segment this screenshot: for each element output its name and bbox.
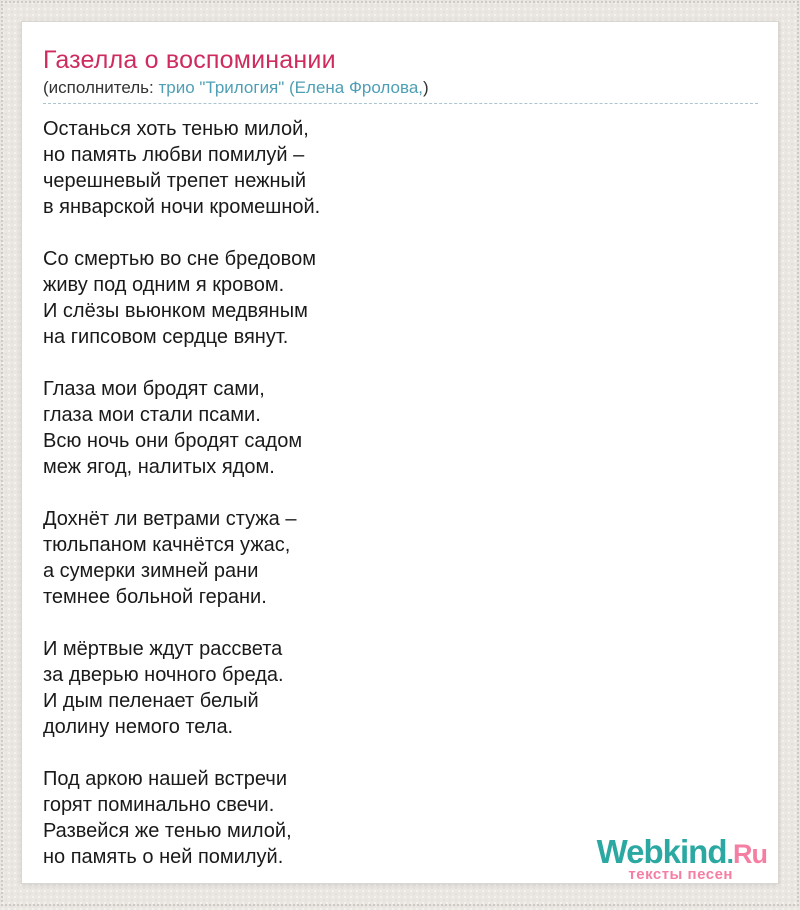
stanza: [43, 376, 758, 480]
stanza: [43, 636, 758, 740]
lyric-line: живу под одним я кровом.: [43, 274, 285, 296]
lyric-line: глаза мои стали псами.: [43, 404, 261, 426]
performer-line: [43, 78, 758, 104]
lyric-line: И слёзы вьюнком медвяным: [43, 300, 308, 322]
logo-wordmark: [596, 833, 767, 870]
stanza: [43, 246, 758, 350]
lyric-line: Дохнёт ли ветрами стужа –: [43, 508, 297, 530]
lyric-line: Развейся же тенью милой,: [43, 820, 292, 842]
lyric-line: Останься хоть тенью милой,: [43, 118, 309, 140]
page-title: Газелла о воспоминании: [43, 46, 336, 74]
lyric-line: черешневый трепет нежный: [43, 170, 307, 192]
lyric-line: темнее больной герани.: [43, 586, 267, 608]
stanza: [43, 506, 758, 610]
lyric-line: И мёртвые ждут рассвета: [43, 638, 283, 660]
lyric-line: И дым пеленает белый: [43, 690, 259, 712]
artist-link[interactable]: трио "Трилогия" (Елена Фролова,: [158, 78, 424, 97]
lyrics-text: [43, 116, 758, 870]
lyric-line: Со смертью во сне бредовом: [43, 248, 316, 270]
lyric-line: тюльпаном качнётся ужас,: [43, 534, 291, 556]
lyric-line: на гипсовом сердце вянут.: [43, 326, 289, 348]
lyric-line: горят поминально свечи.: [43, 794, 275, 816]
performer-label: (исполнитель:: [43, 78, 159, 97]
logo-tagline: тексты песен: [628, 866, 733, 883]
stanza: [43, 116, 758, 220]
lyric-line: Под аркою нашей встречи: [43, 768, 287, 790]
lyric-line: но память любви помилуй –: [43, 144, 305, 166]
lyric-line: меж ягод, налитых ядом.: [43, 456, 275, 478]
lyric-line: долину немого тела.: [43, 716, 234, 738]
performer-close-paren: ): [423, 78, 429, 97]
lyrics-card: [21, 21, 779, 884]
logo-ru-text: Ru: [733, 839, 767, 869]
lyric-line: Всю ночь они бродят садом: [43, 430, 303, 452]
lyric-line: за дверью ночного бреда.: [43, 664, 284, 686]
logo-webkind-text: Webkind: [596, 833, 727, 870]
lyric-line: Глаза мои бродят сами,: [43, 378, 265, 400]
lyric-line: но память о ней помилуй.: [43, 846, 284, 868]
lyric-line: а сумерки зимней рани: [43, 560, 259, 582]
logo-dot: .: [726, 839, 733, 869]
webkind-logo[interactable]: [596, 833, 767, 883]
lyric-line: в январской ночи кромешной.: [43, 196, 321, 218]
